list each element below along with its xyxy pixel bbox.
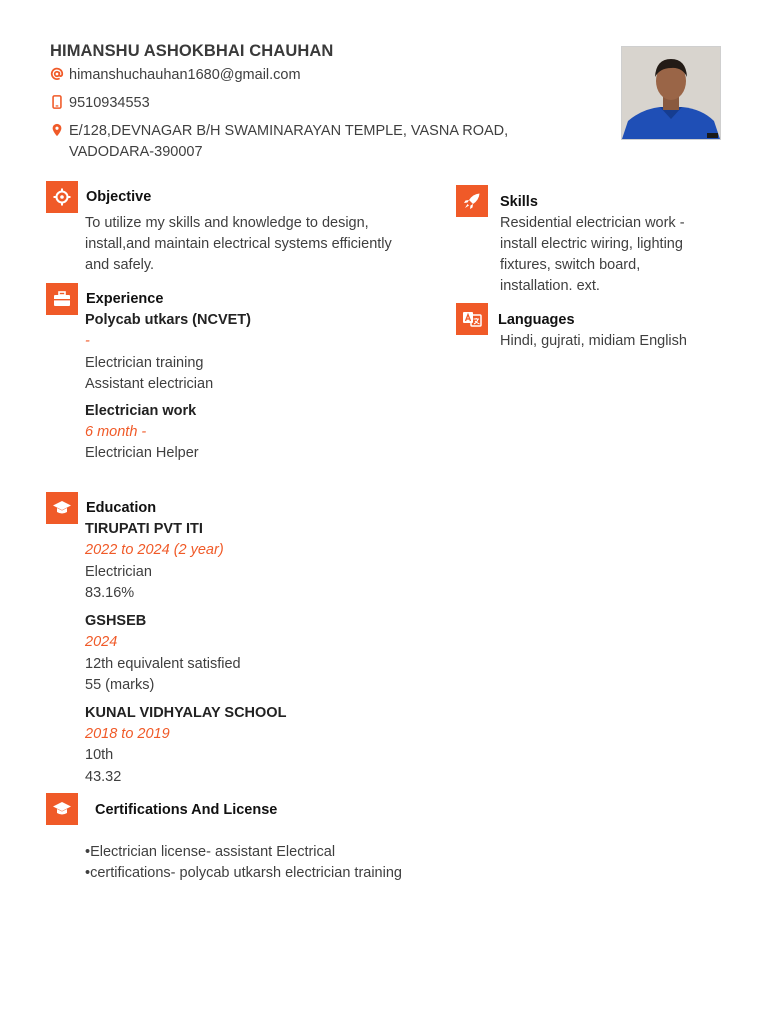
education-detail: 12th equivalent satisfied xyxy=(85,656,241,672)
languages-icon-box xyxy=(456,303,488,335)
objective-heading: Objective xyxy=(86,189,152,205)
profile-photo xyxy=(621,46,721,140)
location-pin-icon xyxy=(50,122,64,138)
experience-detail: Electrician training xyxy=(85,355,204,371)
email-text[interactable]: himanshuchauhan1680@gmail.com xyxy=(69,67,301,83)
rocket-icon xyxy=(463,192,481,210)
experience-period: 6 month - xyxy=(85,424,147,440)
certification-line: •certifications- polycab utkarsh electrician training xyxy=(85,865,402,881)
address-line-2: VADODARA-390007 xyxy=(69,144,203,160)
objective-line: and safely. xyxy=(85,257,155,273)
certification-line: •Electrician license- assistant Electrical xyxy=(85,844,336,860)
education-detail: 43.32 xyxy=(85,769,122,785)
graduation-cap-icon xyxy=(52,500,72,516)
phone-icon xyxy=(50,94,64,110)
target-icon xyxy=(53,188,71,206)
skills-heading: Skills xyxy=(500,194,538,210)
phone-text: 9510934553 xyxy=(69,95,150,111)
education-school: GSHSEB xyxy=(85,613,147,629)
education-period: 2024 xyxy=(85,634,118,650)
languages-line: Hindi, gujrati, midiam English xyxy=(500,333,687,349)
education-period: 2022 to 2024 (2 year) xyxy=(85,542,224,558)
education-icon-box xyxy=(46,492,78,524)
certifications-heading: Certifications And License xyxy=(95,802,278,818)
briefcase-icon xyxy=(53,291,71,307)
education-period: 2018 to 2019 xyxy=(85,726,170,742)
languages-heading: Languages xyxy=(498,312,575,328)
skills-line: installation. ext. xyxy=(500,278,600,294)
skills-icon-box xyxy=(456,185,488,217)
translate-icon xyxy=(462,310,482,328)
objective-icon-box xyxy=(46,181,78,213)
experience-heading: Experience xyxy=(86,291,164,307)
education-detail: 10th xyxy=(85,747,114,763)
certifications-icon-box xyxy=(46,793,78,825)
experience-company: Electrician work xyxy=(85,403,197,419)
education-heading: Education xyxy=(86,500,157,516)
at-icon xyxy=(50,66,64,82)
experience-icon-box xyxy=(46,283,78,315)
objective-line: install,and maintain electrical systems efficiently xyxy=(85,236,392,252)
experience-period: - xyxy=(85,333,90,349)
education-detail: 55 (marks) xyxy=(85,677,155,693)
education-school: KUNAL VIDHYALAY SCHOOL xyxy=(85,705,287,721)
experience-company: Polycab utkars (NCVET) xyxy=(85,312,251,328)
skills-line: fixtures, switch board, xyxy=(500,257,641,273)
objective-line: To utilize my skills and knowledge to design, xyxy=(85,215,369,231)
education-detail: 83.16% xyxy=(85,585,135,601)
experience-detail: Electrician Helper xyxy=(85,445,199,461)
experience-detail: Assistant electrician xyxy=(85,376,214,392)
skills-line: Residential electrician work - xyxy=(500,215,685,231)
graduation-cap-icon xyxy=(52,801,72,817)
education-school: TIRUPATI PVT ITI xyxy=(85,521,203,537)
skills-line: install electric wiring, lighting xyxy=(500,236,683,252)
candidate-name: HIMANSHU ASHOKBHAI CHAUHAN xyxy=(50,42,334,60)
address-line-1: E/128,DEVNAGAR B/H SWAMINARAYAN TEMPLE, VASNA ROAD, xyxy=(69,123,509,139)
education-detail: Electrician xyxy=(85,564,152,580)
